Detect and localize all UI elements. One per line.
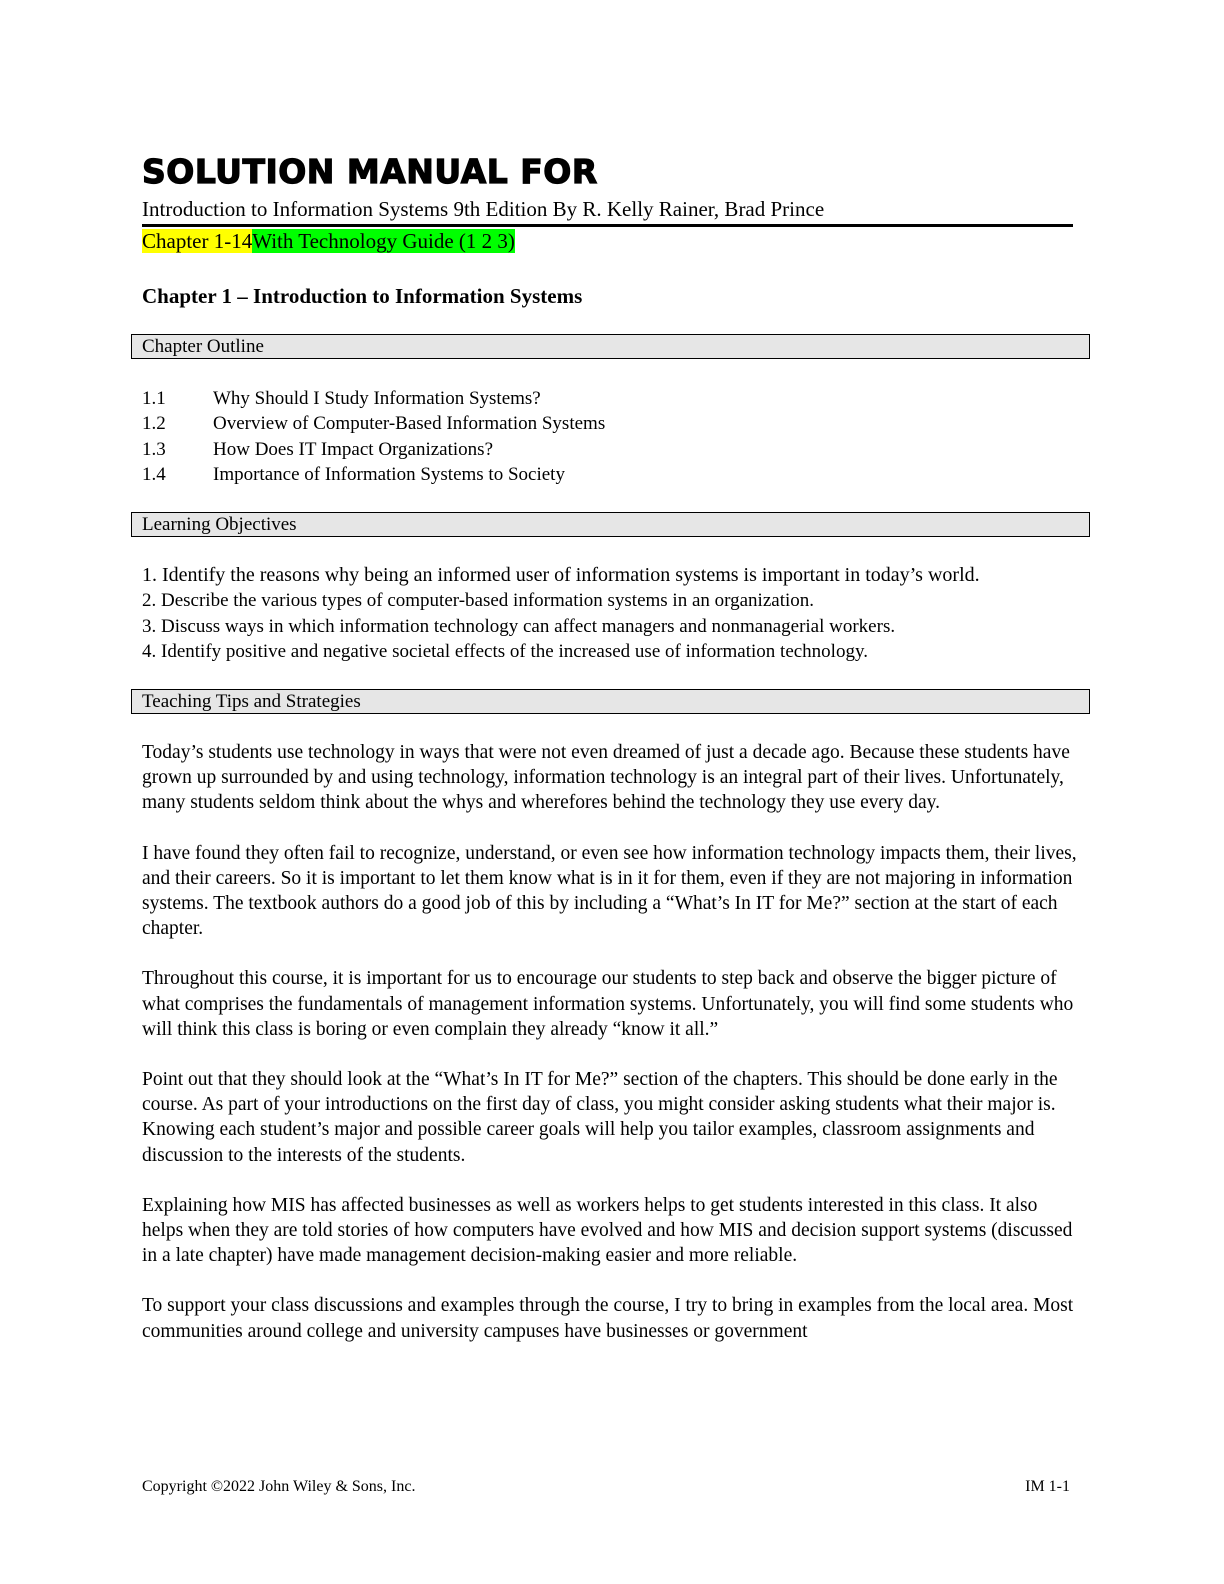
outline-item-number: 1.3 [142, 438, 166, 460]
footer-page-number: IM 1-1 [1025, 1478, 1070, 1495]
body-paragraph: To support your class discussions and examples through the course, I try to bring in examples from the local area. Most communities around college and university campuses have businesses or government [142, 1295, 1074, 1342]
chapter-outline-list [142, 386, 605, 487]
body-paragraph: I have found they often fail to recognize, understand, or even see how information technology impacts them, their lives, and their careers. So it is important to let them know what is in it for them, even if they are not majoring in information systems. The textbook authors do a good job of this by including a “What’s In IT for Me?” section at the start of each chapter. [142, 842, 1077, 940]
chapter-heading: Chapter 1 – Introduction to Information Systems [142, 284, 583, 308]
title-underline-rule [142, 224, 1073, 227]
outline-item-number: 1.4 [142, 463, 166, 485]
outline-item [142, 437, 605, 462]
objective-item: 3. Discuss ways in which information technology can affect managers and nonmanagerial workers. [142, 615, 896, 637]
body-paragraph: Throughout this course, it is important for us to encourage our students to step back and observe the bigger picture of what comprises the fundamentals of management information systems. Unfortunately, you will find some students who will think this class is boring or even complain they already “know it all.” [142, 968, 1074, 1040]
learning-objectives-list [142, 563, 1082, 664]
footer-copyright: Copyright ©2022 John Wiley & Sons, Inc. [142, 1478, 416, 1495]
outline-item-number: 1.1 [142, 388, 166, 409]
outline-item-text: Importance of Information Systems to Society [213, 463, 565, 485]
tech-guide-highlight: With Technology Guide (1 2 3) [252, 229, 515, 253]
outline-item [142, 411, 605, 436]
section-header-teaching-tips: Teaching Tips and Strategies [131, 689, 1090, 714]
chapter-range-line [142, 228, 515, 255]
outline-item-text: Why Should I Study Information Systems? [213, 388, 541, 409]
objective-item: 2. Describe the various types of computer-based information systems in an organization. [142, 590, 815, 612]
outline-item-text: How Does IT Impact Organizations? [213, 438, 493, 460]
document-subtitle: Introduction to Information Systems 9th Edition By R. Kelly Rainer, Brad Prince [142, 197, 825, 221]
body-paragraph: Point out that they should look at the “What’s In IT for Me?” section of the chapters. This should be done early in the course. As part of your introductions on the first day of class, you might consider asking students what their major is. Knowing each student’s major and possible career goals will help you tailor examples, classroom assignments and discussion to the interests of the students. [142, 1069, 1058, 1166]
body-paragraph: Explaining how MIS has affected businesses as well as workers helps to get students interested in this class. It also helps when they are told stories of how computers have evolved and how MIS and decision support systems (discussed in a late chapter) have made management decision-making easier and more reliable. [142, 1194, 1073, 1267]
chapter-range-highlight: Chapter 1-14 [142, 229, 253, 253]
objective-item: 4. Identify positive and negative societal effects of the increased use of information technology. [142, 640, 868, 662]
body-paragraph: Today’s students use technology in ways that were not even dreamed of just a decade ago. Because these students have grown up surrounded by and using technology, information technology is an integral part of their lives. Unfortunately, many students seldom think about the whys and wherefores behind the technology they use every day. [142, 742, 1070, 814]
objective-item: 1. Identify the reasons why being an informed user of information systems is important in today’s world. [142, 564, 980, 586]
outline-item [142, 462, 605, 487]
outline-item [142, 386, 605, 411]
teaching-tips-body [142, 740, 1077, 1369]
outline-item-number: 1.2 [142, 413, 166, 435]
section-header-outline: Chapter Outline [131, 334, 1090, 359]
document-title: SOLUTION MANUAL FOR [142, 152, 598, 191]
section-header-objectives: Learning Objectives [131, 512, 1090, 537]
outline-item-text: Overview of Computer-Based Information Systems [213, 413, 606, 435]
